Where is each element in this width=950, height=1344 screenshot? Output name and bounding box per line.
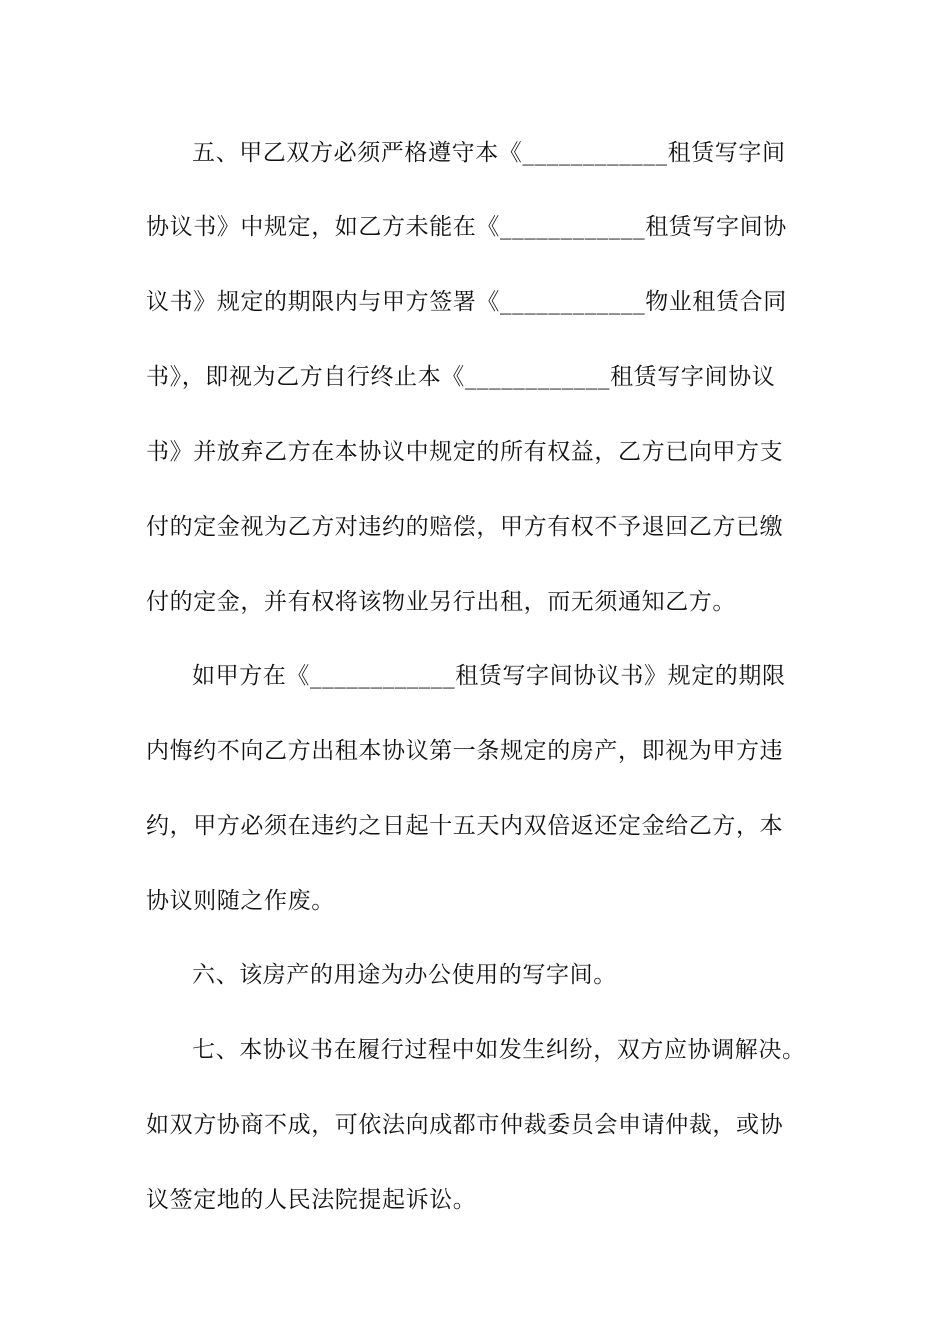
clause-5-line-3: 议书》规定的期限内与甲方签署《____________物业租赁合同 bbox=[146, 289, 787, 315]
clause-7-line-2: 如双方协商不成，可依法向成都市仲裁委员会申请仲裁，或协 bbox=[146, 1112, 784, 1138]
clause-7-line-3: 议签定地的人民法院提起诉讼。 bbox=[146, 1187, 477, 1213]
clause-5-para-2-line-1: 如甲方在《____________租赁写字间协议书》规定的期限 bbox=[192, 663, 786, 689]
clause-5-line-5: 书》并放弃乙方在本协议中规定的所有权益，乙方已向甲方支 bbox=[146, 439, 784, 465]
clause-5-para-2-line-4: 协议则随之作废。 bbox=[146, 888, 335, 914]
clause-5-line-6: 付的定金视为乙方对违约的赔偿，甲方有权不予退回乙方已缴 bbox=[146, 514, 784, 540]
clause-5-para-2-line-2: 内悔约不向乙方出租本协议第一条规定的房产，即视为甲方违 bbox=[146, 738, 784, 764]
clause-6-line-1: 六、该房产的用途为办公使用的写字间。 bbox=[192, 962, 617, 988]
clause-7-line-1: 七、本协议书在履行过程中如发生纠纷，双方应协调解决。 bbox=[192, 1037, 806, 1063]
clause-5-line-2: 协议书》中规定，如乙方未能在《____________租赁写字间协 bbox=[146, 214, 787, 240]
clause-5-para-2-line-3: 约，甲方必须在违约之日起十五天内双倍返还定金给乙方，本 bbox=[146, 813, 784, 839]
clause-5-line-7: 付的定金，并有权将该物业另行出租，而无须通知乙方。 bbox=[146, 589, 736, 615]
clause-5-line-4: 书》，即视为乙方自行终止本《____________租赁写字间协议 bbox=[146, 364, 776, 390]
clause-5-line-1: 五、甲乙双方必须严格遵守本《____________租赁写字间 bbox=[192, 140, 786, 166]
